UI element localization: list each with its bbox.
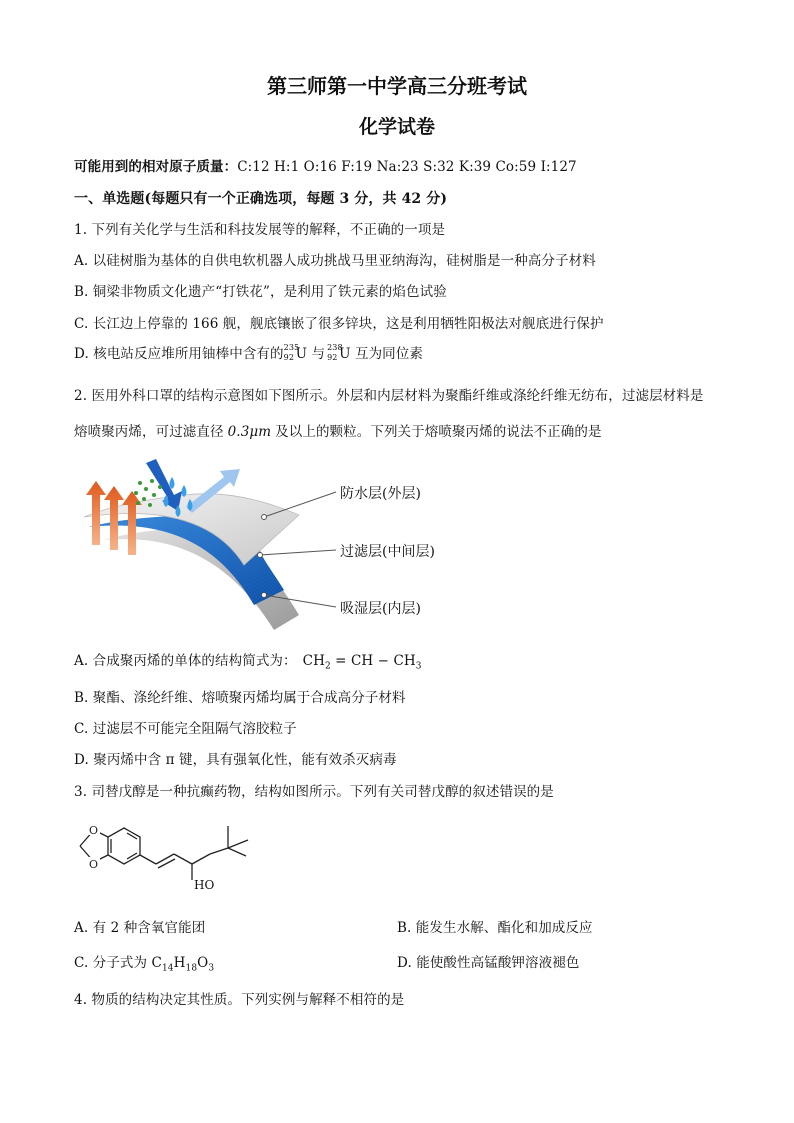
structure-ho-label: HO <box>194 878 215 892</box>
label-outer-layer: 防水层(外层) <box>340 486 421 502</box>
q1-option-b: B. 铜梁非物质文化遗产“打铁花”，是利用了铁元素的焰色试验 <box>74 284 447 300</box>
q1-option-d <box>74 342 423 365</box>
q4-stem: 4. 物质的结构决定其性质。下列实例与解释不相符的是 <box>74 992 405 1008</box>
q2-option-a <box>74 649 422 672</box>
q2-diameter-value: 0.3μm <box>227 424 272 440</box>
atomic-masses-values: C:12 H:1 O:16 F:19 Na:23 S:32 K:39 Co:59 I:127 <box>237 159 577 175</box>
q3-option-b: B. 能发生水解、酯化和加成反应 <box>397 920 593 936</box>
isotope-number: 92 <box>327 352 338 362</box>
stiripentol-structure <box>74 808 274 900</box>
label-inner-layer: 吸湿层(内层) <box>340 601 421 617</box>
heat-arrows-icon <box>86 481 142 555</box>
q3-option-a: A. 有 2 种含氧官能团 <box>74 920 206 936</box>
q1-option-c: C. 长江边上停靠的 166 舰，舰底镶嵌了很多锌块，这是利用牺牲阳极法对舰底进行保护 <box>74 316 604 332</box>
isotope-u238 <box>327 342 343 365</box>
q2-stem-line1: 2. 医用外科口罩的结构示意图如下图所示。外层和内层材料为聚酯纤维或涤纶纤维无纺布，过滤层材料是 <box>74 388 704 404</box>
isotope-number: 92 <box>283 352 295 362</box>
isotope-u235 <box>283 342 300 365</box>
q2-option-a-prefix: A. 合成聚丙烯的单体的结构简式为： <box>74 653 297 669</box>
propene-formula: $CH_2$ = CH − $CH_3$ <box>302 653 422 672</box>
isotope-mass: 238 <box>327 342 343 352</box>
q2-stem-text: 及以上的颗粒。下列关于熔喷聚丙烯的说法不正确的是 <box>275 424 602 440</box>
isotope-mass: 235 <box>283 342 300 352</box>
svg-text:O: O <box>89 858 99 871</box>
atomic-masses <box>74 155 577 175</box>
label-middle-layer: 过滤层(中间层) <box>340 544 435 560</box>
q1-option-d-prefix: D. 核电站反应堆所用铀棒中含有的 <box>74 346 284 362</box>
q2-option-c: C. 过滤层不可能完全阻隔气溶胶粒子 <box>74 721 297 737</box>
q2-stem-text: 熔喷聚丙烯，可过滤直径 <box>74 424 224 440</box>
page-title: 第三师第一中学高三分班考试 <box>267 74 527 98</box>
isotope-symbol: U <box>295 346 308 362</box>
q1-option-a: A. 以硅树脂为基体的自供电软机器人成功挑战马里亚纳海沟，硅树脂是一种高分子材料 <box>74 253 596 269</box>
atomic-masses-label: 可能用到的相对原子质量： <box>74 159 238 175</box>
molecular-formula: $C_{14}H_{18}O_3$ <box>151 955 215 974</box>
page-subtitle: 化学试卷 <box>358 116 435 138</box>
svg-text:O: O <box>89 824 99 837</box>
q3-stem: 3. 司替戊醇是一种抗癫药物，结构如图所示。下列有关司替戊醇的叙述错误的是 <box>74 784 554 800</box>
section-heading: 一、单选题(每题只有一个正确选项，每题 3 分，共 42 分) <box>74 191 448 207</box>
q1-option-d-suffix: 互为同位素 <box>350 346 423 362</box>
q1-stem: 1. 下列有关化学与生活和科技发展等的解释，不正确的一项是 <box>74 222 446 238</box>
q2-stem-line2 <box>74 420 602 440</box>
q2-option-d: D. 聚丙烯中含 π 键，具有强氧化性，能有效杀灭病毒 <box>74 752 397 768</box>
q1-option-d-mid: 与 <box>307 346 326 362</box>
q2-option-b: B. 聚酯、涤纶纤维、熔喷聚丙烯均属于合成高分子材料 <box>74 690 406 706</box>
isotope-symbol: U <box>339 346 351 362</box>
q3-option-c <box>74 951 214 974</box>
q3-option-c-prefix: C. 分子式为 <box>74 955 152 971</box>
q3-option-d: D. 能使酸性高锰酸钾溶液褪色 <box>397 955 580 971</box>
